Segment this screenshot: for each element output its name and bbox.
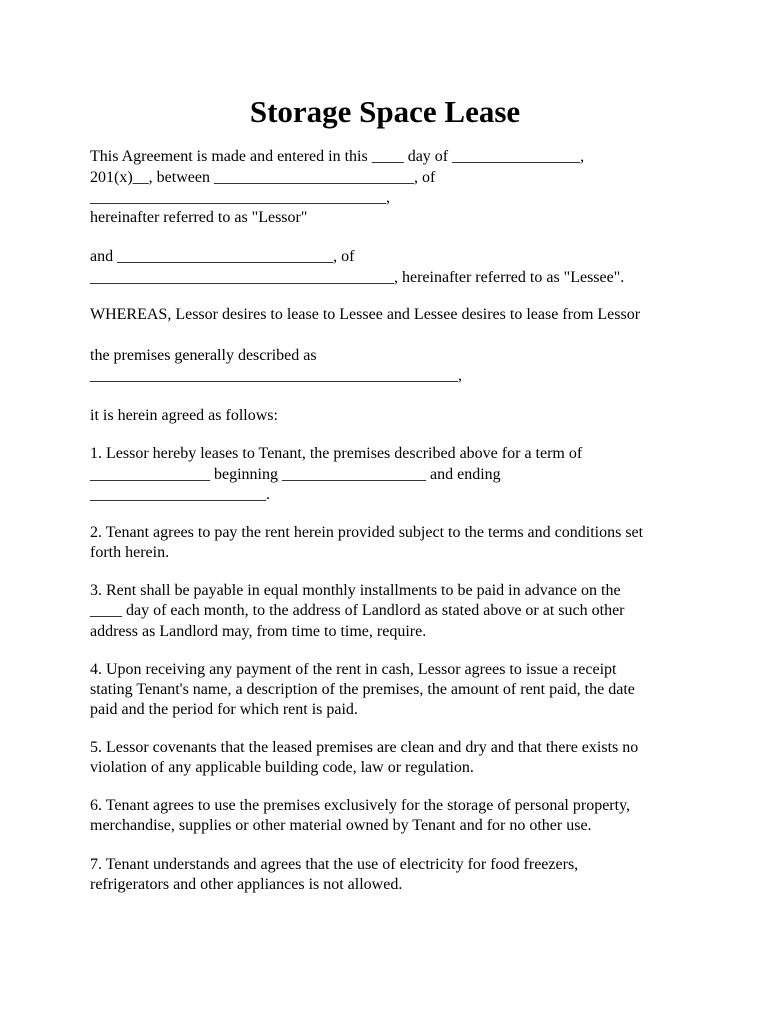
text-line: ______________________. xyxy=(90,486,270,503)
text-line: stating Tenant's name, a description of the premises, the amount of rent paid, the date xyxy=(90,681,635,698)
text-line: 1. Lessor hereby leases to Tenant, the premises described above for a term of xyxy=(90,445,583,462)
text-line: ______________________________________________, xyxy=(90,367,462,384)
text-line: 5. Lessor covenants that the leased premises are clean and dry and that there exists no xyxy=(90,739,639,756)
text-line: violation of any applicable building code, law or regulation. xyxy=(90,759,474,776)
text-line: This Agreement is made and entered in this ____ day of ________________, xyxy=(90,148,585,165)
text-line: address as Landlord may, from time to time, require. xyxy=(90,623,427,640)
text-line: 3. Rent shall be payable in equal monthly installments to be paid in advance on the xyxy=(90,582,621,599)
text-line: _______________ beginning __________________ and ending xyxy=(90,466,501,483)
text-line: merchandise, supplies or other material owned by Tenant and for no other use. xyxy=(90,817,592,834)
text-line: _____________________________________, xyxy=(90,189,390,206)
text-line: 2. Tenant agrees to pay the rent herein provided subject to the terms and conditions set xyxy=(90,524,644,541)
text-line: the premises generally described as xyxy=(90,347,317,364)
text-line: it is herein agreed as follows: xyxy=(90,407,278,424)
text-line: refrigerators and other appliances is not allowed. xyxy=(90,876,403,893)
text-line: ______________________________________, hereinafter referred to as "Lessee". xyxy=(90,269,625,286)
text-line: 6. Tenant agrees to use the premises exclusively for the storage of personal property, xyxy=(90,797,631,814)
text-line: WHEREAS, Lessor desires to lease to Lessee and Lessee desires to lease from Lessor xyxy=(90,306,641,323)
text-line: forth herein. xyxy=(90,544,170,561)
text-line: paid and the period for which rent is paid. xyxy=(90,701,358,718)
text-line: 7. Tenant understands and agrees that the use of electricity for food freezers, xyxy=(90,856,579,873)
text-line: ____ day of each month, to the address of Landlord as stated above or at such other xyxy=(90,602,625,619)
text-line: hereinafter referred to as "Lessor" xyxy=(90,209,308,226)
text-line: 4. Upon receiving any payment of the rent in cash, Lessor agrees to issue a receipt xyxy=(90,661,617,678)
text-line: and ___________________________, of xyxy=(90,248,355,265)
document-title: Storage Space Lease xyxy=(249,94,521,129)
text-line: 201(x)__, between _________________________, of xyxy=(90,169,436,186)
